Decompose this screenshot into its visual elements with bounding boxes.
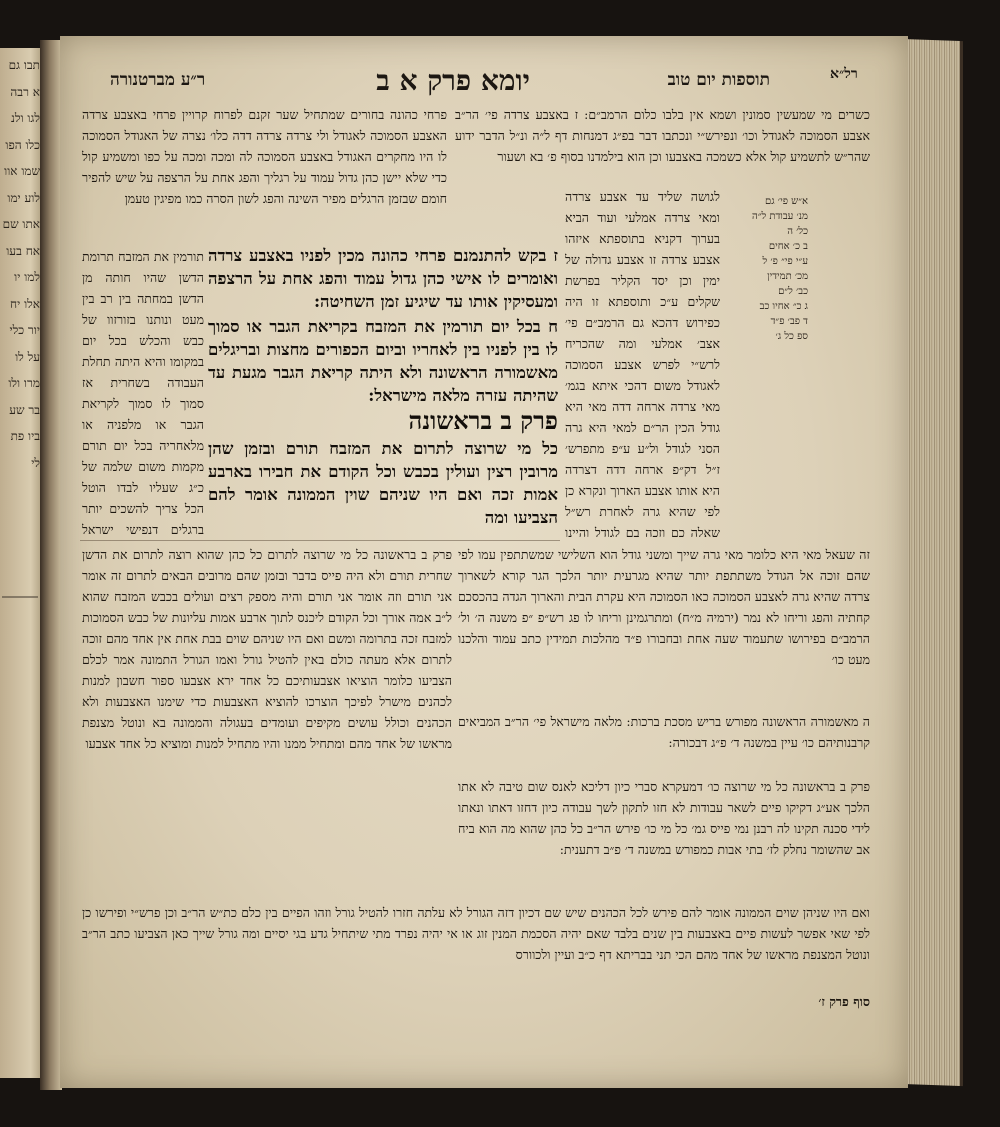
tosafot-bottom-text: ואם היו שניהן שוים הממונה אומר להם פירש לכל הכהנים שיש שם דכיון דזה הגורל לא עלתה חזרו להטיל גורל וזהו הפיים בין כלם כת״ש הר״ב וכן פרש״י ופירשו כן לפי שאי אפשר לעשות פיים באצבעות בין שנים בלבד שאם יהיה הסכמת המנין זוג או אי יהיה נפרד מתי שיתחיל גדע בגי יסיים ומה גורל שייך כאן הצביעו כתב הר״ב ונוטל המצנפת מראשו של אחד מהם הכי תני בבריתא דף כ״ב ועיין ולכוורס — [82, 905, 870, 962]
margin-note: ד פב׳ פ״ד — [770, 316, 808, 327]
mishnah-9: כל מי שרוצה לתרום את המזבח תורם ובזמן שהן מרובין רצין ועולין בכבש וכל הקודם את חבירו בארבע אמות זכה ואם היו שניהם שוין הממונה אומר להם הצביעו ומה — [208, 439, 558, 527]
bartenura-body-text: תורמין את המזבח תרומת הדשן שהיו חותה מן הדשן במחתה בין רב בין מעט ונותנו בזורזוו של כבש והכלש בכל יום במקומו והיא היתה תחלת העבודה בשחרית אז סמוך לו סמוך לקריאת הגבר או מלפניה או מלאחריה בכל יום תורם מקמות משום שלמה של כ״ג שעליו לבדו הוטל הכל צריך להשכים יותר ברגלים דנפישי ישראל — [82, 249, 204, 536]
margin-note: מנ׳ עבודת ל״ה — [751, 211, 808, 222]
tosafot-perek-text: פרק ב בראשונה כל מי שרוצה כו׳ דמעקרא סברי כיון דליכא לאנס שום טיבה לא אתו הלכך אע״ג דקיקו פיים לשאר עבודות לא חזו לתקון לשך עבודה כיון דחזו דאתו ונאתו לידי סכנה תקינו לה רבנן נמי פייס גמ׳ כל מי כו׳ פירש הר״ב כל כהן שהוא מה הוא ביח אב שהשומר נחלק לז׳ בתי אבות כמפורש במשנה ד׳ פ״ב דתענית: — [458, 779, 870, 857]
mishnah-7: ז בקש להתנמנם פרחי כהונה מכין לפניו באצבע צרדה ואומרים לו אישי כהן גדול עמוד והפג אחת על הרצפה ומעסיקין אותו עד שיגיע זמן השחיטה: — [208, 246, 558, 311]
header-tractate: יומא פרק א ב — [376, 64, 530, 97]
margin-note: ג כ״ אחיו כב — [759, 301, 808, 312]
running-header — [100, 60, 790, 106]
margin-note: מכ׳ תמידין — [767, 271, 808, 282]
chapter-end-text: סוף פרק ז׳ — [818, 994, 870, 1009]
mishnah-text — [208, 244, 558, 534]
tosafot-column-2-text: זה שעאל מאי היא כלומר מאי גרה שייך ומשני גודל הוא השלישי שמשתתפין עמו לפי שהם זוכה אל הגודל משתתפת יותר שהיא מגרעית יותר הלכך הגר קורא לשארוך צרדה שהיא גרה לאצבע הסמוכה כאו הסמוכה היא עקרת הבית והארוך הגדה בהכסכם קחתיה והפג וריחו לא נמר (ירמיה מ״ח) ומתרגמינן וריחו לו פג רש״פ ״פ משנה ה׳ ול׳ הרמב״ם בפירושו שתעמוד שעה אחת ובחבורו פ״ד מהלכות תמידין כתב עמוד והלכנו מעט כו׳ — [458, 547, 870, 667]
book-page — [60, 36, 908, 1088]
margin-note: א״ש פי׳ גם — [765, 196, 808, 207]
tosafot-perek — [458, 776, 870, 906]
facing-page-edge — [0, 48, 44, 1078]
mishnah-perek-title: פרק ב בראשונה — [408, 406, 558, 435]
tosafot-column-2 — [458, 544, 870, 709]
tosafot-bottom — [82, 902, 870, 988]
tosafot-h — [458, 711, 870, 773]
margin-note: ב כ׳ אחים — [768, 241, 808, 252]
book-spine — [40, 40, 62, 1090]
bartenura-body — [82, 246, 204, 536]
margin-note: ספ כל ג׳ — [775, 331, 808, 342]
margin-note: כב׳ ל״ם — [778, 286, 808, 297]
tosafot-top — [455, 104, 870, 184]
margin-note: ע״י פי״ פ׳ ל — [762, 256, 808, 267]
tosafot-column-1-text: לגושה שליד עד אצבע צרדה ומאי צרדה אמלעי ועוד הביא בערוך דקניא בתוספתא איזהו אצבע צרדה זו אצבע גדולה של ימין וכן יסד הקליר בפרשת שקלים ע״כ ותוספתא זו היה כפירוש דהכא גם הרמב״ם פי׳ אצב׳ אמלעי ומה שהכריח לרש״י לפרש אצבע הסמוכה לאגודל משום דהכי איתא בגמ׳ מאי צרדה ארחה דדה מאי היא גודל הכין הר״ם למאי היא גרה הסני לגודל ול״ע ע״פ מתפרש׳ ז״ל דק״פ ארחה דדה דצרדה היא אותו אצבע הארוך ונקרא כן לפי שהיא גרה לאחרת רש״ל שאלה כם וזכה בם לגודל והיינו — [565, 189, 720, 540]
mishnah-8: ח בכל יום תורמין את המזבח בקריאת הגבר או סמוך לו בין לפניו בין לאחריו וביום הכפורים מחצות ובריגלים מאשמורה הראשונה ולא היתה קריאת הגבר מגעת עד שהיתה עזרה מלאה מישראל: — [208, 317, 558, 405]
page-stack-edges — [900, 39, 963, 1086]
header-tosafot: תוספות יום טוב — [667, 70, 770, 90]
bartenura-perek — [82, 544, 452, 899]
margin-notes — [728, 194, 808, 344]
bartenura-perek-text: פרק ב בראשונה כל מי שרוצה לתרום כל כהן שהוא רוצה לתרום את הדשן שחרית תורם ולא היה פייס בדבר ובזמן שהם מרובים הבאים לתרום זה אומר אני תורם וזה אומר אני תורם והיה מספק רצים ועולים בכבש המזבח שהוא ל״ב אמה אורך וכל הקודם ליכנס לתוך ארבע אמות עליונות של כבש הסמוכות למזבח זכה בתרומה ומשם ואם היו שניהם שוים בבת אחת אין אחד מהם זוכה לתרום אלא מעתה כולם באין להטיל גורל ואמו הגורל התמונה אמר לכלם הצביעו כלומר הוציאו אצבעותיכם כל אחד ירא אצבעו ספור חשבון למנות לכהנים מישרל לפיכך הוצרכו להוציא האצבעות כדי שימנו האצבעות ולא הכהנים וכולל עושים מקיפים ועומדים בעגולה והממונה בא ונוטל מצנפת מראשו של אחד מהם ומתחיל ממנו והיו מתחיל למנות ומוציא כל אחד אצבעו — [82, 547, 452, 751]
folio-number: רל״א — [830, 66, 858, 82]
bartenura-top — [82, 104, 447, 254]
facing-page-rule — [2, 596, 38, 598]
chapter-end — [660, 991, 870, 1015]
margin-note: כל׳ ה — [787, 226, 808, 237]
tosafot-column-1 — [565, 186, 720, 541]
tosafot-top-text: כשרים מי שמעשין סמונין ושמא אין בלבו כלום הרמב״ם: ז באצבע צרדה פי׳ הר״ב אצבע הסמוכה לאגודל וכו׳ ונפירש״י ונכתבו דבר בפ״ג דמנחות דף ל״ה ונ״ל הדבר ידוע שהר״ש לתשמיע קול אלא כשמכה באצבעו וכן הוא בילמדנו בסוף פ׳ בא ושעור — [455, 107, 870, 164]
tosafot-h-text: ה מאשמורה הראשונה מפורש בריש מסכת ברכות: מלאה מישראל פי׳ הר״ב המביאים קרבנותיהם כו׳ עיין במשנה ד׳ פ״ג דבכורה: — [458, 714, 870, 750]
bartenura-top-text: פרחי כהונה בחורים שמתחיל שער זקנם לפרוח קרויין פרחי באצבע צרדה האצבע הסמוכה לאגודל ולי צרדה צרדה דדה כלו׳ נצרה של האגודל הסמוכה לו היו מחקרים האגודל באצבע הסמוכה לה ומכה ומכה על כפו ומשמיע קול כדי שלא יישן כהן גדול עמוד על רגליך והפג אחת על הרצפה על שיש להפיר חומם שבזמן הרגלים מפיר השינה והפג לשון הסרה כמו מפיגין טעמן — [82, 107, 447, 206]
facing-page-text: תבו גם א רבה לגו ולנ כלו הפו שמו אוו לוע ימו אתו שם אח בעו למו יו אלו יח יור כלי על לו מרו ולו בר שע ביו פת לי — [2, 58, 40, 470]
section-divider — [80, 540, 560, 541]
header-bartenura: ר״ע מברטנורה — [110, 70, 206, 90]
